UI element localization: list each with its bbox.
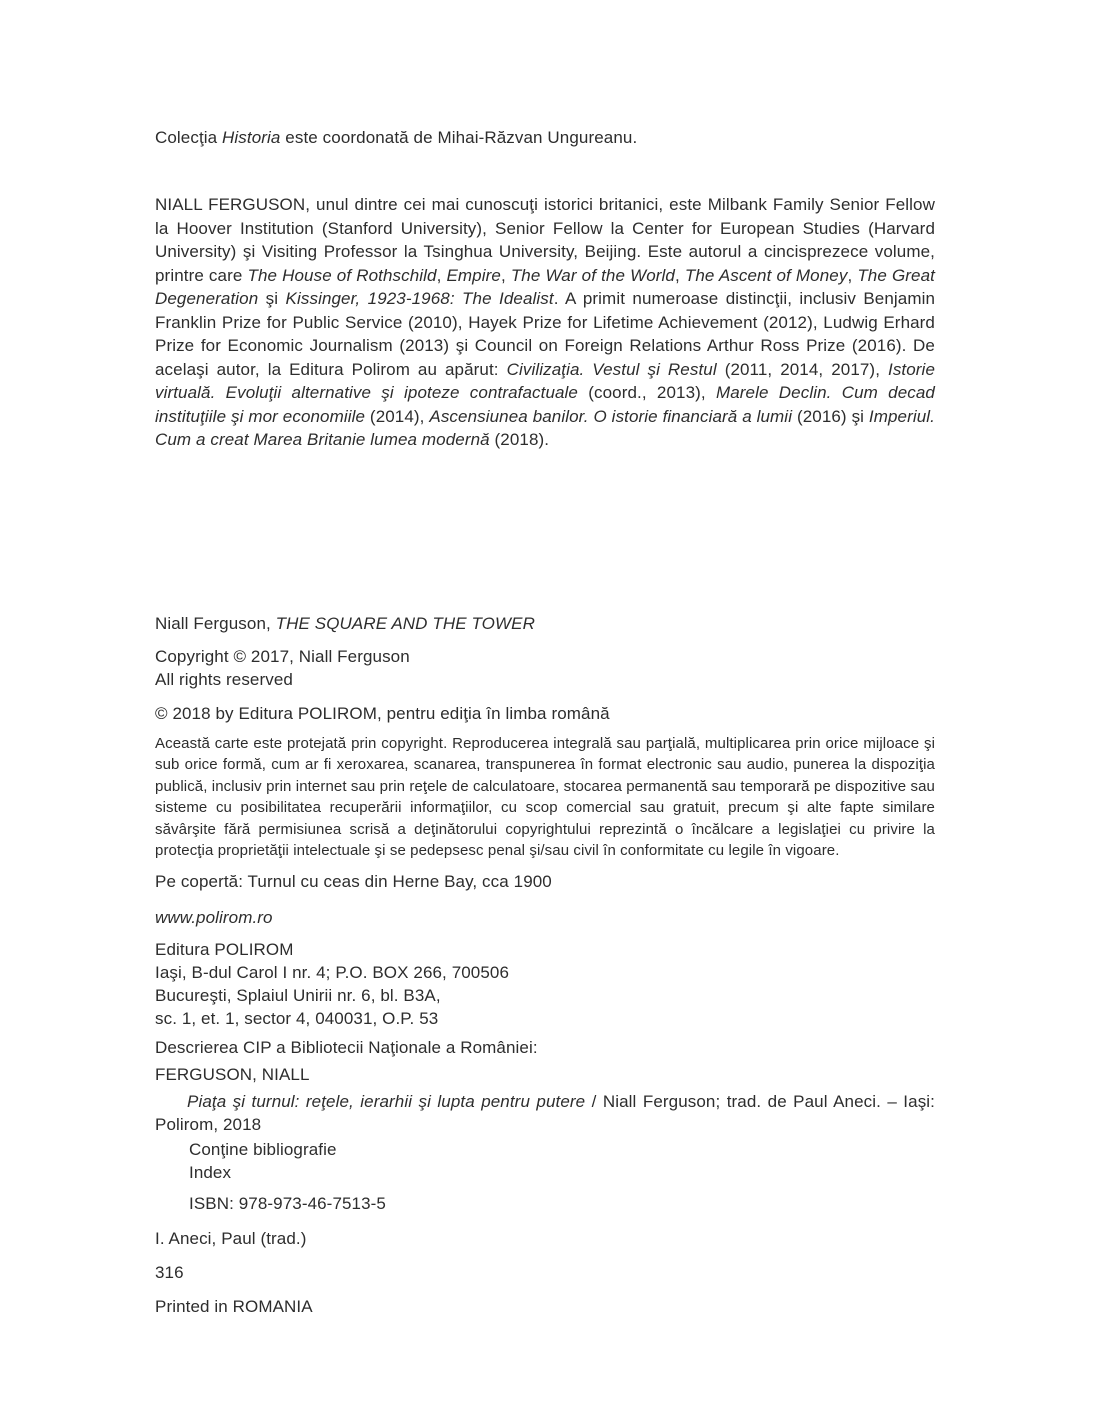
publisher-address-line: sc. 1, et. 1, sector 4, 040031, O.P. 53: [155, 1008, 439, 1028]
author-bio: NIALL FERGUSON, unul dintre cei mai cunoscuţi istorici britanici, este Milbank Family Senior Fellow la Hoover Institution (Stanford University), Senior Fellow la Center for European Studies (Harvard University) şi Visiting Professor la Tsinghua University, Beijing. Este autorul a cincisprezece volume, printre care The House of Rothschild, Empire, The War of the World, The Ascent of Money, The Great Degeneration şi Kissinger, 1923-1968: The Idealist. A primit numeroase distincţii, inclusiv Benjamin Franklin Prize for Public Service (2010), Hayek Prize for Lifetime Achievement (2012), Ludwig Erhard Prize for Economic Journalism (2013) şi Council on Foreign Relations Arthur Ross Prize (2016). De acelaşi autor, la Editura Polirom au apărut: Civilizaţia. Vestul şi Restul (2011, 2014, 2017), Istorie virtuală. Evoluţii alternative şi ipoteze contrafactuale (coord., 2013), Marele Declin. Cum decad instituţiile şi mor economiile (2014), Ascensiunea banilor. O istorie financiară a lumii (2016) şi Imperiul. Cum a creat Marea Britanie lumea modernă (2018).: [155, 195, 936, 449]
isbn-line: ISBN: 978-973-46-7513-5: [189, 1193, 386, 1213]
rights-reserved: All rights reserved: [155, 669, 293, 689]
page-count: 316: [155, 1262, 184, 1282]
cip-heading: Descrierea CIP a Bibliotecii Naţionale a României:: [155, 1037, 538, 1057]
copyright-romanian: © 2018 by Editura POLIROM, pentru ediţia în limba română: [155, 703, 610, 723]
publisher-address-line: Iaşi, B-dul Carol I nr. 4; P.O. BOX 266, 700506: [155, 962, 510, 982]
publisher-address-line: Bucureşti, Splaiul Unirii nr. 6, bl. B3A,: [155, 985, 441, 1005]
collection-note: Colecţia Historia este coordonată de Mihai-Răzvan Ungureanu.: [155, 128, 638, 147]
publisher-address-block: [155, 938, 935, 1030]
translator-line: I. Aneci, Paul (trad.): [155, 1228, 307, 1248]
publisher-name: Editura POLIROM: [155, 939, 294, 959]
cip-catalog-entry: Piaţa şi turnul: reţele, ierarhii şi lupta pentru putere / Niall Ferguson; trad. de Paul Aneci. – Iaşi: Polirom, 2018: [155, 1091, 935, 1134]
copyright-original: Copyright © 2017, Niall Ferguson: [155, 646, 410, 666]
cip-detail-index: Index: [189, 1162, 232, 1182]
copyright-block: [155, 645, 935, 691]
printed-in-line: Printed in ROMANIA: [155, 1296, 313, 1316]
cip-detail-bibliography: Conţine bibliografie: [189, 1139, 337, 1159]
original-title-line: Niall Ferguson, THE SQUARE AND THE TOWER: [155, 613, 535, 633]
cip-author-entry: FERGUSON, NIALL: [155, 1064, 310, 1084]
cover-note: Pe copertă: Turnul cu ceas din Herne Bay, cca 1900: [155, 871, 552, 891]
legal-notice: Această carte este protejată prin copyright. Reproducerea integrală sau parţială, multiplicarea prin orice mijloace şi sub orice formă, cum ar fi xeroxarea, scanarea, transpunerea în format electronic sau audio, punerea la dispoziţia publică, inclusiv prin internet sau prin reţele de calculatoare, stocarea permanentă sau temporară pe dispozitive sau sisteme cu posibilitatea recuperării informaţiilor, cu scop comercial sau gratuit, precum şi alte fapte similare săvârşite fără permisiunea scrisă a deţinătorului copyrightului reprezintă o încălcare a legislaţiei cu privire la protecţia proprietăţii intelectuale şi se pedepsesc penal şi/sau civil în conformitate cu legile în vigoare.: [155, 734, 935, 859]
publisher-website: www.polirom.ro: [155, 907, 273, 927]
